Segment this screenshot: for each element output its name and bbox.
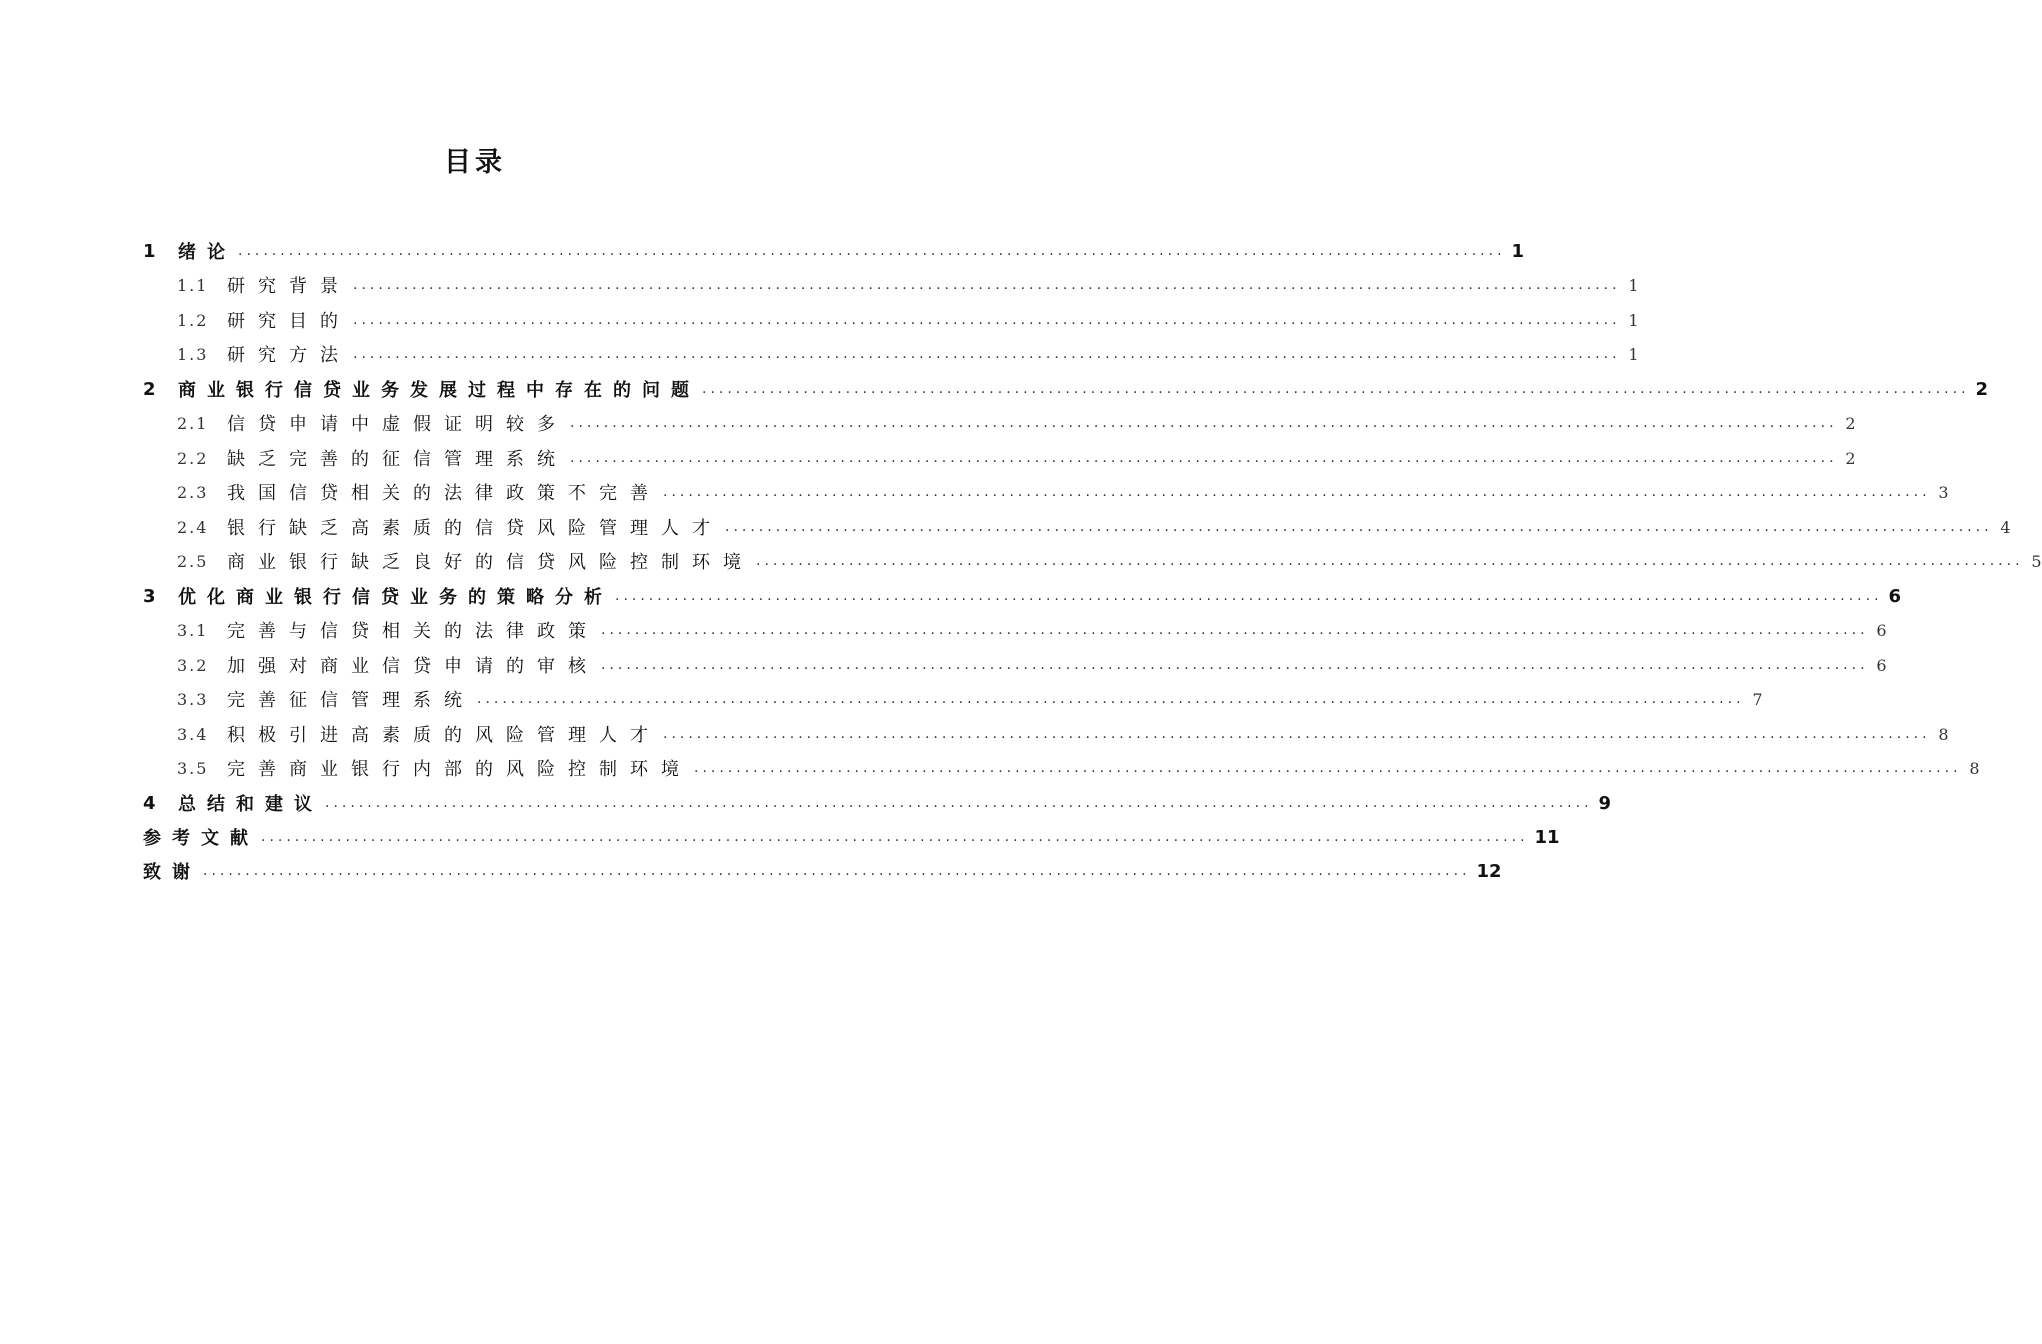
dot-leader: ...................................................................................................................................................... [570,450,1838,466]
dot-leader: ...................................................................................................................................................... [663,726,1931,742]
toc-entry-section[interactable] [177,475,1949,509]
dot-leader: ...................................................................................................................................................... [238,243,1506,259]
dot-leader: ...................................................................................................................................................... [203,863,1471,879]
toc-entry-number: 2.1 [177,413,209,433]
toc-entry-acknowledgements[interactable] [143,854,1502,888]
dot-leader: ...................................................................................................................................................... [570,415,1838,431]
toc-entry-section[interactable] [177,544,2042,578]
toc-entry-page: 5 [2031,551,2042,571]
toc-entry-label: 加强对商业信贷申请的审核 [227,656,599,677]
toc-entry-page: 9 [1598,792,1612,814]
toc-entry-page: 8 [1938,724,1949,744]
toc-entry-number: 3.2 [177,655,209,675]
toc-entry-section[interactable] [177,717,1949,751]
toc-entry-section[interactable] [177,613,1887,647]
toc-entry-chapter[interactable] [143,372,1989,406]
toc-entry-section[interactable] [177,303,1639,337]
toc-entry-label: 完善与信贷相关的法律政策 [227,621,599,642]
toc-entry-label: 积极引进高素质的风险管理人才 [227,725,661,746]
toc-entry-number: 2.5 [177,551,209,571]
toc-entry-label: 我国信贷相关的法律政策不完善 [227,483,661,504]
toc-entry-number: 2.3 [177,482,209,502]
toc-entry-number: 3.5 [177,758,209,778]
toc-entry-chapter[interactable] [143,579,1902,613]
toc-entry-number: 3.1 [177,620,209,640]
toc-entry-number: 1.2 [177,310,209,330]
toc-entry-label: 总结和建议 [178,794,323,815]
toc-entry-page: 3 [1938,482,1949,502]
toc-entry-page: 12 [1476,860,1502,882]
toc-entry-section[interactable] [177,441,1856,475]
dot-leader: ...................................................................................................................................................... [477,691,1745,707]
toc-entry-number: 2 [143,378,156,400]
toc-entry-section[interactable] [177,268,1639,302]
toc-entry-page: 11 [1534,826,1560,848]
toc-entry-page: 6 [1888,585,1902,607]
toc-entry-page: 2 [1975,378,1989,400]
toc-entry-label: 研究方法 [227,345,351,366]
toc-entry-number: 2.2 [177,448,209,468]
dot-leader: ...................................................................................................................................................... [756,553,2024,569]
toc-entry-chapter[interactable] [143,234,1525,268]
toc-entry-number: 3.3 [177,689,209,709]
dot-leader: ...................................................................................................................................................... [694,760,1962,776]
toc-entry-label: 缺乏完善的征信管理系统 [227,449,568,470]
dot-leader: ...................................................................................................................................................... [601,622,1869,638]
toc-entry-section[interactable] [177,406,1856,440]
toc-entry-page: 7 [1752,689,1763,709]
toc-entry-label: 银行缺乏高素质的信贷风险管理人才 [227,518,723,539]
toc-entry-page: 1 [1628,344,1639,364]
toc-entry-label: 致谢 [143,862,201,883]
dot-leader: ...................................................................................................................................................... [353,312,1621,328]
toc-entry-label: 商业银行缺乏良好的信贷风险控制环境 [227,552,754,573]
dot-leader: ...................................................................................................................................................... [725,519,1993,535]
toc-entry-section[interactable] [177,337,1639,371]
page-title: 目录 [444,147,506,178]
dot-leader: ...................................................................................................................................................... [325,795,1593,811]
toc-entry-page: 6 [1876,655,1887,675]
toc-entry-page: 8 [1969,758,1980,778]
dot-leader: ...................................................................................................................................................... [663,484,1931,500]
dot-leader: ...................................................................................................................................................... [601,657,1869,673]
toc-entry-section[interactable] [177,751,1980,785]
toc-entry-label: 完善征信管理系统 [227,690,475,711]
toc-entry-label: 优化商业银行信贷业务的策略分析 [178,587,613,608]
dot-leader: ...................................................................................................................................................... [702,381,1970,397]
toc-entry-label: 研究目的 [227,311,351,332]
dot-leader: ...................................................................................................................................................... [353,277,1621,293]
toc-entry-page: 2 [1845,448,1856,468]
toc-entry-page: 4 [2000,517,2011,537]
toc-entry-number: 4 [143,792,156,814]
dot-leader: ...................................................................................................................................................... [261,829,1529,845]
toc-entry-label: 绪论 [178,242,236,263]
toc-entry-page: 1 [1628,275,1639,295]
toc-entry-number: 3.4 [177,724,209,744]
toc-entry-label: 信贷申请中虚假证明较多 [227,414,568,435]
toc-entry-page: 1 [1511,240,1525,262]
toc-entry-number: 1.1 [177,275,209,295]
dot-leader: ...................................................................................................................................................... [615,588,1883,604]
toc-entry-number: 2.4 [177,517,209,537]
toc-entry-references[interactable] [143,820,1560,854]
toc-entry-section[interactable] [177,510,2011,544]
toc-entry-number: 1 [143,240,156,262]
toc-entry-number: 1.3 [177,344,209,364]
toc-entry-label: 完善商业银行内部的风险控制环境 [227,759,692,780]
toc-entry-section[interactable] [177,682,1763,716]
dot-leader: ...................................................................................................................................................... [353,346,1621,362]
toc-entry-page: 6 [1876,620,1887,640]
toc-entry-page: 2 [1845,413,1856,433]
toc-entry-page: 1 [1628,310,1639,330]
toc-entry-section[interactable] [177,648,1887,682]
toc-entry-number: 3 [143,585,156,607]
toc-entry-label: 参考文献 [143,828,259,849]
toc-entry-chapter[interactable] [143,786,1612,820]
toc-entry-label: 研究背景 [227,276,351,297]
toc-entry-label: 商业银行信贷业务发展过程中存在的问题 [178,380,700,401]
